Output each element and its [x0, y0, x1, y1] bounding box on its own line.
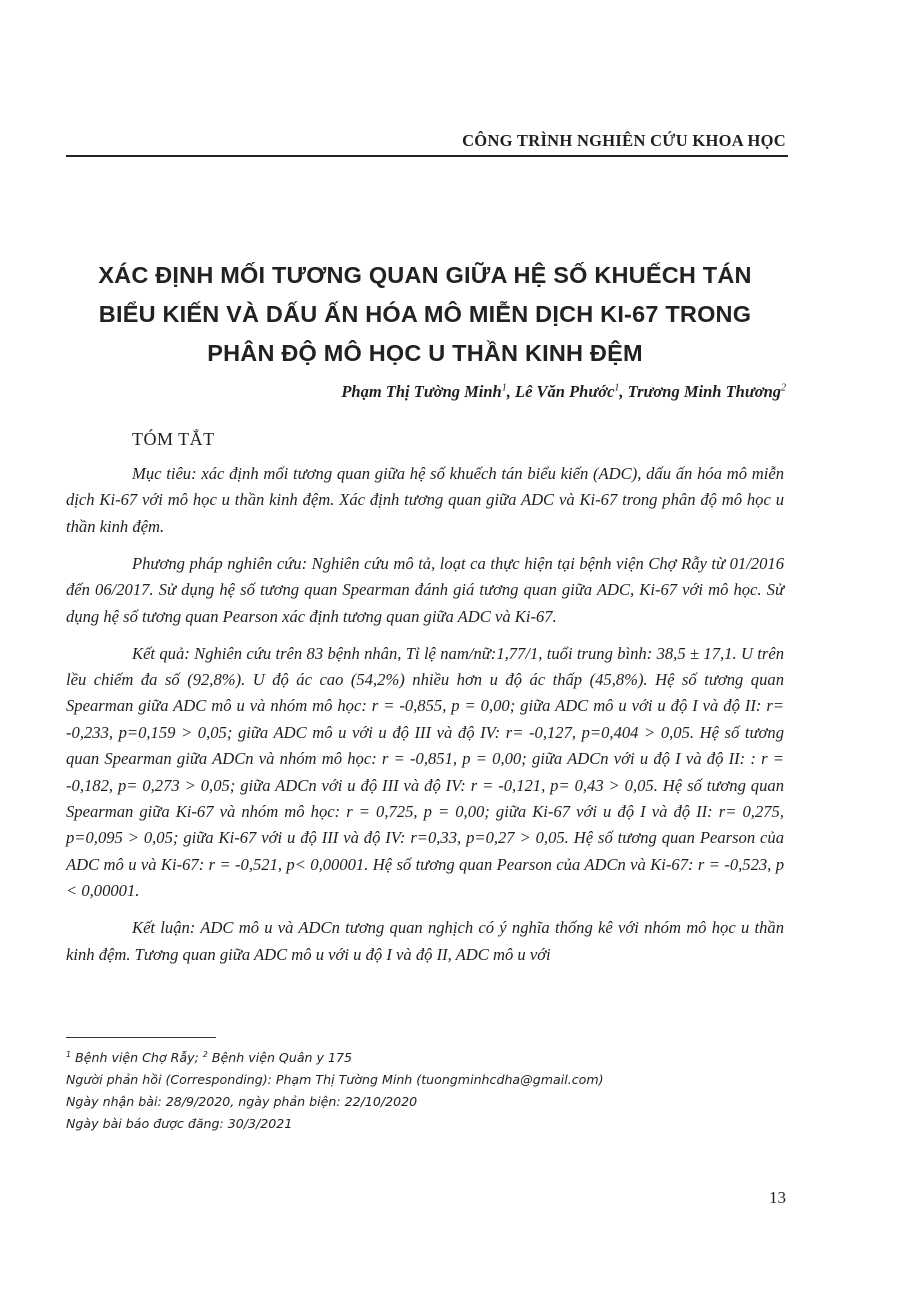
affiliation-mark: 1: [66, 1050, 72, 1059]
footnote-corresponding: Người phản hồi (Corresponding): Phạm Thị Tường Minh (tuongminhcdha@gmail.com): [66, 1072, 604, 1088]
article-title: [60, 256, 790, 373]
author-separator: ,: [619, 382, 628, 401]
author-name: Lê Văn Phước: [515, 382, 615, 401]
affiliation-2: Bệnh viện Quân y 175: [207, 1050, 353, 1066]
running-head: CÔNG TRÌNH NGHIÊN CỨU KHOA HỌC: [462, 131, 786, 150]
affiliation-mark: 2: [202, 1050, 208, 1059]
author-name: Trương Minh Thương: [627, 382, 781, 401]
author-list: [341, 382, 786, 402]
author-affiliation-mark: 1: [614, 382, 620, 394]
footnote-published: Ngày bài báo được đăng: 30/3/2021: [66, 1116, 293, 1132]
title-line: XÁC ĐỊNH MỐI TƯƠNG QUAN GIỮA HỆ SỐ KHUẾCH TÁN: [98, 262, 752, 288]
page-number: 13: [769, 1188, 786, 1207]
title-line: BIỂU KIẾN VÀ DẤU ẤN HÓA MÔ MIỄN DỊCH KI-67 TRONG: [98, 301, 752, 327]
abstract-body: [66, 461, 784, 979]
author-affiliation-mark: 2: [781, 382, 786, 394]
footnote-received: Ngày nhận bài: 28/9/2020, ngày phản biện: 22/10/2020: [66, 1094, 418, 1110]
abstract-conclusion: Kết luận: ADC mô u và ADCn tương quan nghịch có ý nghĩa thống kê với nhóm mô học u thần kinh đệm. Tương quan giữa ADC mô u với u độ I và độ II, ADC mô u với: [66, 918, 784, 964]
author-separator: ,: [506, 382, 515, 401]
author-name: Phạm Thị Tường Minh: [341, 382, 502, 401]
affiliation-1: Bệnh viện Chợ Rẫy;: [71, 1050, 203, 1066]
footnote-affiliations: [66, 1044, 786, 1069]
author-affiliation-mark: 1: [501, 382, 507, 394]
abstract-results: Kết quả: Nghiên cứu trên 83 bệnh nhân, Tỉ lệ nam/nữ:1,77/1, tuổi trung bình: 38,5 ± 17,1. U trên lều chiếm đa số (92,8%). U độ ác cao (54,2%) nhiều hơn u độ ác thấp (45,8%). Hệ số tương quan Spearman giữa ADC mô u và nhóm mô học: r = -0,855, p = 0,00; giữa ADC mô u với u độ I và độ II: r= -0,233, p=0,159 > 0,05; giữa ADC mô u với u độ III và độ IV: r= -0,127, p=0,404 > 0,05. Hệ số tương quan Spearman giữa ADCn và nhóm mô học: r = -0,851, p = 0,00; giữa ADCn với u độ I và độ II: : r = -0,182, p= 0,273 > 0,05; giữa ADCn với u độ III và độ IV: r = -0,121, p= 0,43 > 0,05. Hệ số tương quan Spearman giữa Ki-67 và nhóm mô học: r = 0,725, p = 0,00; giữa Ki-67 với u độ I và độ II: r= 0,275, p=0,095 > 0,05; giữa Ki-67 với u độ III và độ IV: r=0,33, p=0,27 > 0,05. Hệ số tương quan Pearson của ADC mô u và Ki-67: r = -0,521, p< 0,00001. Hệ số tương quan Pearson của ADCn và Ki-67: r = -0,523, p < 0,00001.: [66, 643, 784, 901]
abstract-heading: TÓM TẮT: [132, 429, 215, 449]
abstract-methods: Phương pháp nghiên cứu: Nghiên cứu mô tả, loạt ca thực hiện tại bệnh viện Chợ Rẫy từ 01/2016 đến 06/2017. Sử dụng hệ số tương quan Spearman đánh giá tương quan giữa ADC, Ki-67 với mô học. Sử dụng hệ số tương quan Pearson xác định tương quan giữa ADC và Ki-67.: [66, 553, 784, 626]
footnote-rule: [66, 1037, 216, 1038]
footnotes: [66, 1044, 786, 1135]
header-rule: [66, 155, 788, 157]
abstract-objective: Mục tiêu: xác định mối tương quan giữa hệ số khuếch tán biểu kiến (ADC), dấu ấn hóa mô miễn dịch Ki-67 với mô học u thần kinh đệm. Xác định tương quan giữa ADC và Ki-67 trong phân độ mô học u thần kinh đệm.: [66, 464, 784, 536]
title-line: PHÂN ĐỘ MÔ HỌC U THẦN KINH ĐỆM: [207, 340, 643, 366]
